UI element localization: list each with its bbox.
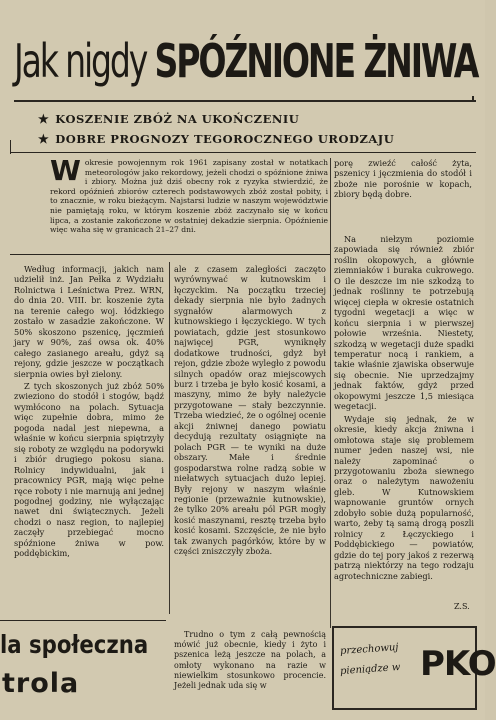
bottom-left-headline-2: trola [2,668,80,699]
star-icon: ★ [38,112,50,126]
lead-right-text: porę zwieźć całość żyta, pszenicy i jęczmienia do stodół i zboże nie porośnie w kopach, zbiory będą dobre. [334,158,472,200]
headline-rule-right [472,96,474,102]
column-rule-2 [330,158,331,628]
column-3 [334,234,474,583]
subhead-2-text: DOBRE PROGNOZY TEGOROCZNEGO URODZAJU [55,132,395,146]
section-rule-left [10,152,476,153]
bottom-left-headline-1: la społeczna [0,630,149,659]
headline-rule-top [14,100,476,102]
subhead-2 [38,132,394,146]
column-1 [14,264,164,561]
subhead-1 [38,112,299,126]
section-rule-left-vertical [10,140,11,154]
ad-script-line-1: przechowuj [339,641,399,658]
headline [14,34,478,88]
column-rule-1 [169,262,170,614]
pko-logo: PKO [420,644,496,684]
lead-text: okresie powojennym rok 1961 zapisany został w notatkach meteorologów jako rekordowy, jeżeli chodzi o spóźnione żniwa i zbiory. Można już dziś obecny rok z ryzyka stwierdzić, że rekord opóźnień zbiorów czterech podstawowych zbóż został pobity, i to znacznie, w roku bieżącym. Najstarsi ludzie w naszym województwie nie pamiętają roku, w którym koszenie zbóż zaczynało się w końcu lipca, a zostanie zakończone w ostatniej dekadzie sierpnia. Opóźnienie więc waha się w granicach 21–27 dni. [50,158,328,235]
subhead-1-text: KOSZENIE ZBÓŻ NA UKOŃCZENIU [55,112,300,126]
col2-paragraph-1: ale z czasem zaległości zaczęto wyrównywać w kutnowskim i łęczyckim. Na początku trzeciej dekady sierpnia nie było żadnych sygnałów alarmowych z kutnowskiego i łęczyckiego. W tych powiatach, gdzie jest stosunkowo najwięcej PGR, wyniknęły dodatkowe trudności, gdyż był rejon, gdzie zboże wyległo z powodu silnych opadów oraz miejscowych burz i trzeba je było kosić kosami, a maszyny, mimo że były należycie przygotowane — stały bezczynnie. Trzeba wiedzieć, że o ogólnej ocenie akcji żniwnej danego powiatu decydują rezultaty osiągnięte na polach PGR — te wyniki na duże obszary. Małe i średnie gospodarstwa rolne radzą sobie w niełatwych sytuacjach dużo lepiej. Były rejony w naszym właśnie regionie (przeważnie kutnowskie), że tylko 20% areału pól PGR mogły kosić maszynami, resztę trzeba było kosić kosami. Szczęście, że nie było tak zwanych pagórków, które by w części zniszczyły zboża. [174,264,326,557]
lead-right-column [334,158,472,202]
star-icon: ★ [38,132,50,146]
ad-script-line-2: pieniądze w [339,661,401,678]
column-2-bottom [174,630,326,693]
headline-part1: Jak nigdy [14,34,155,88]
col2-bottom-text: Trudno o tym z całą pewnością mówić już obecnie, kiedy i żyto i pszenica leżą jeszcze na polach, a omłoty wykonano na razie w niewielkim stosunkowo procencie. Jeżeli jednak uda się w [174,630,326,691]
headline-part2: SPÓŹNIONE ŻNIWA [154,34,478,88]
lead-bottom-rule [10,254,330,255]
lead-paragraph [50,154,328,235]
col1-paragraph-2: Z tych skoszonych już zbóż 50% zwieziono do stodół i stogów, bądź wymłócono na polach. Sytuacja więc zupełnie dobra, mimo że pogoda nadal jest niepewna, a właśnie w końcu sierpnia spiętrzyły się roboty ze względu na podorywki i zbiór drugiego pokosu siana. Rolnicy indywidualni, jak i pracownicy PGR, mają więc pełne ręce roboty i nie marnują ani jednej pogodnej godziny, nie wyłączając nawet dni świątecznych. Jeżeli chodzi o nasz region, to najlepiej zaczęły przebiegać mocno spóźnione żniwa w pow. poddębickim, [14,380,164,559]
column-2 [174,264,326,559]
bottom-left-rule [0,620,166,621]
col3-paragraph-1: Na niełzym poziomie zapowiada się również zbiór roślin okopowych, a głównie ziemniaków i buraka cukrowego. O ile deszcze im nie szkodzą to jednak roślinny te potrzebują więcej ciepła w okresie ostatnich tygodni wegetacji a więc w końcu sierpnia i w pierwszej połowie września. Niestety, szkodzą w wegetacji duże spadki temperatur nocą i rankiem, a takie właśnie zjawiska obserwuje się obecnie. Nie uprzedzajmy jednak faktów, gdyż przed okopowymi jeszcze 1,5 miesiąca wegetacji. [334,234,474,412]
pko-advertisement [332,626,496,710]
signature: Z.S. [454,602,470,611]
col1-paragraph-1: Według informacji, jakich nam udzielił inż. Jan Pełka z Wydziału Rolnictwa i Leśnictwa Prez. WRN, do dnia 20. VIII. br. koszenie żyta na terenie całego woj. łódzkiego zostało w zasadzie zakończone. W 50% skoszono pszenicę, jęczmień jary w 90%, zaś owsa ok. 40% całego zasianego areału, gdyż są rejony, gdzie jeszcze w początkach sierpnia owies był zielony. [14,264,164,379]
lead-dropcap: W [50,154,81,187]
col3-paragraph-2: Wydaje się jednak, że w okresie, kiedy akcja żniwna i omłotowa staje się problemem numer jeden naszej wsi, nie należy zapominać o przygotowaniu zboża siewnego oraz o należytym nawożeniu gleb. W Kutnowskiem wapnowanie gruntów ornych zdobyło sobie dużą popularność, warto, żeby tą samą drogą poszli rolnicy z Łęczyckiego i Poddębickiego — powiatów, gdzie do tej pory jakoś z rezerwą patrzą niektórzy na tego rodzaju agrotechniczne zabiegi. [334,413,474,581]
